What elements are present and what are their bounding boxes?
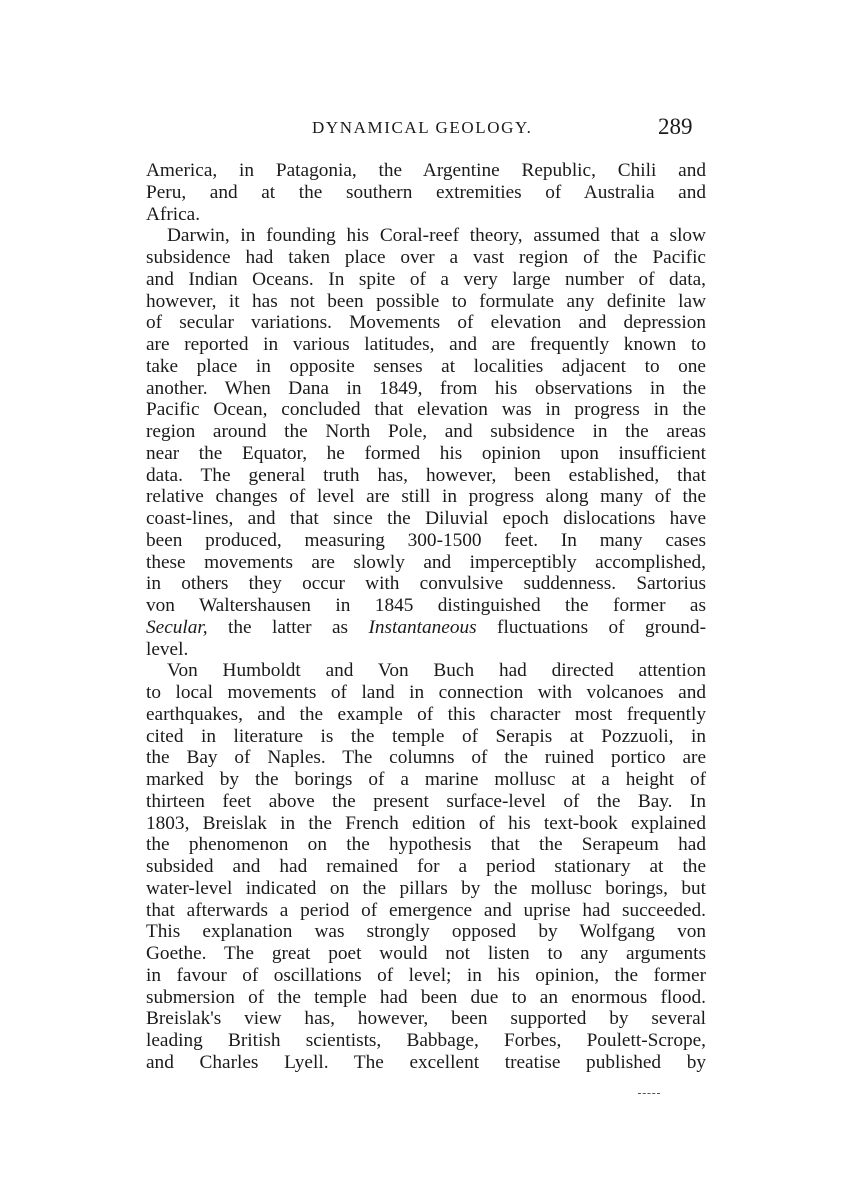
text-line: of secular variations. Movements of elevation and depression: [146, 312, 706, 334]
text-line: leading British scientists, Babbage, Forbes, Poulett-Scrope,: [146, 1030, 706, 1051]
text-line: in favour of oscillations of level; in his opinion, the former: [146, 964, 706, 986]
page-number: 289: [658, 114, 693, 139]
text-line: the phenomenon on the hypothesis that the Serapeum had: [146, 834, 706, 856]
text-line: subsidence had taken place over a vast region of the Pacific: [146, 247, 706, 268]
text-line: are reported in various latitudes, and are frequently known to: [146, 334, 706, 355]
text-line: another. When Dana in 1849, from his observations in the: [146, 377, 706, 399]
text-fragment: the latter as: [207, 616, 369, 638]
text-line: to local movements of land in connection with volcanoes and: [146, 682, 706, 703]
running-title: DYNAMICAL GEOLOGY.: [312, 118, 533, 137]
text-line: earthquakes, and the example of this character most frequently: [146, 703, 706, 725]
text-line: marked by the borings of a marine mollusc at a height of: [146, 769, 706, 790]
text-line: take place in opposite senses at localities adjacent to one: [146, 355, 706, 377]
text-line: and Indian Oceans. In spite of a very large number of data,: [146, 268, 706, 290]
text-fragment: fluctuations of ground-: [476, 616, 706, 638]
text-line: level.: [146, 638, 189, 660]
text-line: submersion of the temple had been due to an enormous flood.: [146, 986, 706, 1008]
text-line: This explanation was strongly opposed by Wolfgang von: [146, 921, 706, 943]
text-line: Goethe. The great poet would not listen to any arguments: [146, 943, 706, 964]
text-line: thirteen feet above the present surface-level of the Bay. In: [146, 790, 706, 812]
text-line: region around the North Pole, and subsidence in the areas: [146, 421, 706, 442]
text-line: Breislak's view has, however, been supported by several: [146, 1008, 706, 1030]
text-line: the Bay of Naples. The columns of the ruined portico are: [146, 747, 706, 769]
text-line: near the Equator, he formed his opinion upon insufficient: [146, 442, 706, 464]
text-line: water-level indicated on the pillars by the mollusc borings, but: [146, 877, 706, 899]
body-text: [146, 160, 706, 1074]
text-line: been produced, measuring 300-1500 feet. In many cases: [146, 529, 706, 551]
text-line: these movements are slowly and imperceptibly accomplished,: [146, 551, 706, 573]
text-line: von Waltershausen in 1845 distinguished the former as: [146, 595, 706, 616]
text-line: Peru, and at the southern extremities of Australia and: [146, 181, 706, 203]
text-line: Pacific Ocean, concluded that elevation was in progress in the: [146, 399, 706, 421]
text-line: Africa.: [146, 203, 201, 225]
text-line: cited in literature is the temple of Serapis at Pozzuoli, in: [146, 725, 706, 747]
text-line: coast-lines, and that since the Diluvial epoch dislocations have: [146, 508, 706, 529]
text-line: however, it has not been possible to formulate any definite law: [146, 290, 706, 312]
text-line: that afterwards a period of emergence and uprise had succeeded.: [146, 899, 706, 921]
text-line: data. The general truth has, however, been established, that: [146, 464, 706, 486]
paragraph-first-line: Darwin, in founding his Coral-reef theory, assumed that a slow: [167, 225, 706, 247]
text-line-with-italics: [146, 617, 706, 639]
text-line: in others they occur with convulsive suddenness. Sartorius: [146, 573, 706, 595]
text-line: and Charles Lyell. The excellent treatise published by: [146, 1051, 706, 1073]
signature-mark: [638, 1093, 660, 1096]
text-line: subsided and had remained for a period stationary at the: [146, 856, 706, 877]
italic-secular: Secular,: [146, 616, 208, 638]
text-line: relative changes of level are still in progress along many of the: [146, 486, 706, 508]
paragraph-first-line: Von Humboldt and Von Buch had directed attention: [167, 660, 706, 682]
text-line: 1803, Breislak in the French edition of his text-book explained: [146, 812, 706, 834]
italic-instantaneous: Instantaneous: [368, 616, 477, 638]
text-line: America, in Patagonia, the Argentine Republic, Chili and: [146, 160, 706, 181]
running-head: [0, 114, 850, 148]
